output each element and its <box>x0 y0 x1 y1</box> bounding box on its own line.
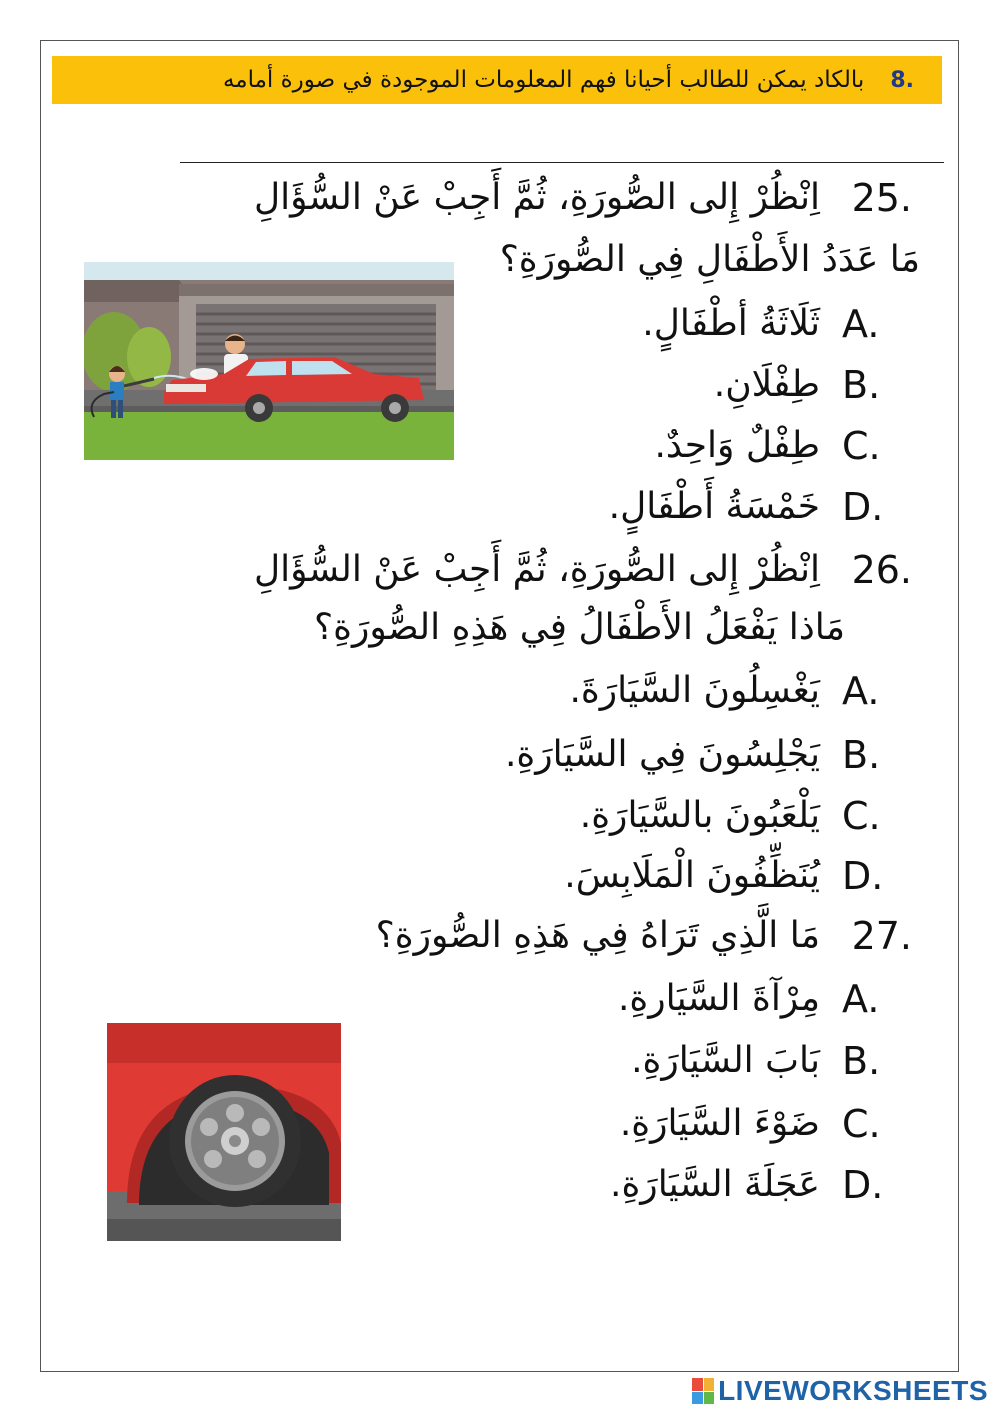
q26-option-d[interactable]: يُنَظِّفُونَ الْمَلَابِسَ. <box>564 855 820 896</box>
q27-option-c[interactable]: ضَوْءَ السَّيَارَةِ. <box>619 1103 820 1144</box>
header-banner <box>52 56 942 104</box>
q26-option-c-letter: C. <box>842 794 881 838</box>
q26-option-a[interactable]: يَغْسِلُونَ السَّيَارَةَ. <box>569 670 820 711</box>
q25-option-a-letter: A. <box>842 302 880 346</box>
question-27-number: 27. <box>851 914 912 958</box>
q27-option-b-letter: B. <box>842 1039 881 1083</box>
q27-option-a-letter: A. <box>842 977 880 1021</box>
header-text: بالكاد يمكن للطالب أحيانا فهم المعلومات الموجودة في صورة أمامه <box>222 67 865 93</box>
logo-wordmark: LIVEWORKSHEETS <box>718 1375 988 1406</box>
question-25-prompt: مَا عَدَدُ الأَطْفَالِ فِي الصُّورَةِ؟ <box>499 239 920 280</box>
q25-option-d-letter: D. <box>842 485 884 529</box>
liveworksheets-logo[interactable] <box>692 1374 988 1408</box>
divider <box>180 162 944 163</box>
car-wheel-image <box>107 1023 341 1241</box>
q26-option-a-letter: A. <box>842 669 880 713</box>
q25-option-a[interactable]: ثَلَاثَةُ أطْفَالٍ. <box>642 303 820 344</box>
q26-option-d-letter: D. <box>842 854 884 898</box>
question-25-instruction: اِنْظُرْ إِلى الصُّورَةِ، ثُمَّ أَجِبْ عَنْ السُّؤَالِ <box>253 177 820 218</box>
question-25-number: 25. <box>851 176 912 220</box>
q27-option-d[interactable]: عَجَلَةَ السَّيَارَةِ. <box>610 1164 820 1205</box>
q26-option-b-letter: B. <box>842 733 881 777</box>
q27-option-c-letter: C. <box>842 1102 881 1146</box>
q27-option-a[interactable]: مِرْآةَ السَّيَارةِ. <box>617 978 820 1019</box>
q25-option-b[interactable]: طِفْلَانِ. <box>713 364 820 405</box>
q25-option-c[interactable]: طِفْلٌ وَاحِدٌ. <box>654 425 820 466</box>
q27-option-d-letter: D. <box>842 1163 884 1207</box>
car-wash-image <box>84 262 454 460</box>
q26-option-c[interactable]: يَلْعَبُونَ بالسَّيَارَةِ. <box>579 795 820 836</box>
logo-icon <box>692 1378 714 1404</box>
q25-option-b-letter: B. <box>842 363 881 407</box>
question-26-number: 26. <box>851 548 912 592</box>
q25-option-c-letter: C. <box>842 424 881 468</box>
question-27-prompt: مَا الَّذِي تَرَاهُ فِي هَذِهِ الصُّورَةِ؟ <box>375 915 820 956</box>
q25-option-d[interactable]: خَمْسَةُ أَطْفَالٍ. <box>608 486 820 527</box>
q27-option-b[interactable]: بَابَ السَّيَارَةِ. <box>631 1040 820 1081</box>
header-number: 8. <box>890 67 914 93</box>
q26-option-b[interactable]: يَجْلِسُونَ فِي السَّيَارَةِ. <box>504 734 820 775</box>
question-26-prompt: مَاذا يَفْعَلُ الأَطْفَالُ فِي هَذِهِ الصُّورَةِ؟ <box>314 607 845 648</box>
question-26-instruction: اِنْظُرْ إِلى الصُّورَةِ، ثُمَّ أَجِبْ عَنْ السُّؤَالِ <box>253 549 820 590</box>
